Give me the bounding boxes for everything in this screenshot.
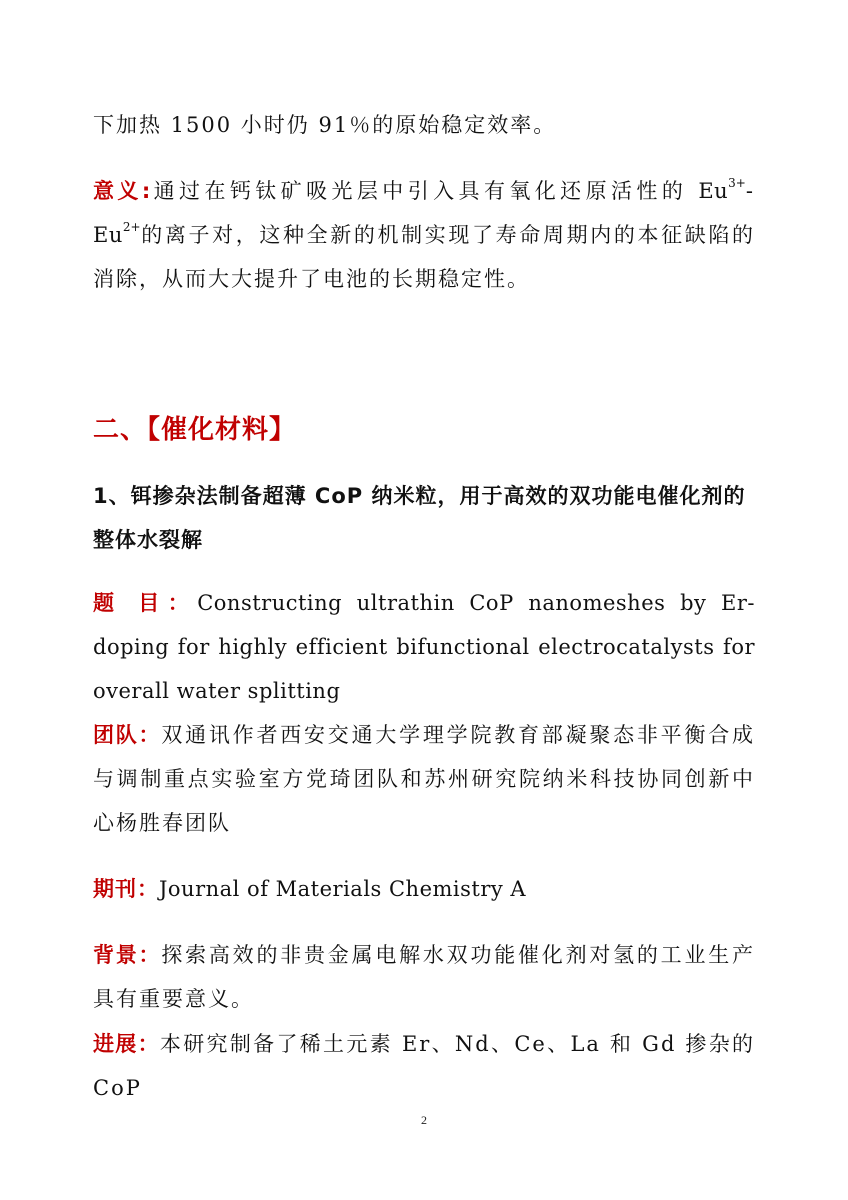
ion-dash: - <box>745 179 755 203</box>
journal-label: 期刊： <box>93 877 159 901</box>
significance-text-before: 通过在钙钛矿吸光层中引入具有氧化还原活性的 <box>151 179 699 203</box>
article-title-label: 题 目： <box>93 591 198 615</box>
ion1-charge: 3+ <box>728 176 746 190</box>
background-text: 探索高效的非贵金属电解水双功能催化剂对氢的工业生产具有重要意义。 <box>93 943 756 1011</box>
journal-paragraph <box>93 867 755 911</box>
article-heading: 1、铒掺杂法制备超薄 CoP 纳米粒，用于高效的双功能电催化剂的整体水裂解 <box>93 484 746 552</box>
progress-paragraph <box>93 1022 755 1110</box>
progress-label: 进展： <box>93 1032 160 1056</box>
journal-text: Journal of Materials Chemistry A <box>159 877 527 901</box>
intro-text: 下加热 1500 小时仍 91％的原始稳定效率。 <box>93 113 557 137</box>
page-number: 2 <box>421 1113 427 1127</box>
background-paragraph <box>93 933 755 1021</box>
article-title-text: Constructing ultrathin CoP nanomeshes by Er-doping for highly efficient bifunctional electrocatalysts for overall water splitting <box>93 591 755 703</box>
article-title-paragraph <box>93 581 755 713</box>
team-text: 双通讯作者西安交通大学理学院教育部凝聚态非平衡合成与调制重点实验室方党琦团队和苏州研究院纳米科技协同创新中心杨胜春团队 <box>93 723 756 835</box>
intro-paragraph <box>93 103 755 147</box>
significance-paragraph <box>93 169 755 301</box>
significance-label: 意义: <box>93 179 152 203</box>
background-label: 背景： <box>93 943 162 967</box>
ion2-charge: 2+ <box>122 220 141 234</box>
ion2-base: Eu <box>93 223 123 247</box>
significance-text-after: 的离子对，这种全新的机制实现了寿命周期内的本征缺陷的消除，从而大大提升了电池的长期稳定性。 <box>93 223 755 291</box>
section-heading: 二、【催化材料】 <box>93 415 297 445</box>
team-paragraph <box>93 713 755 845</box>
ion1-base: Eu <box>698 179 729 203</box>
progress-text: 本研究制备了稀土元素 Er、Nd、Ce、La 和 Gd 掺杂的 CoP <box>93 1032 755 1100</box>
team-label: 团队： <box>93 723 162 747</box>
